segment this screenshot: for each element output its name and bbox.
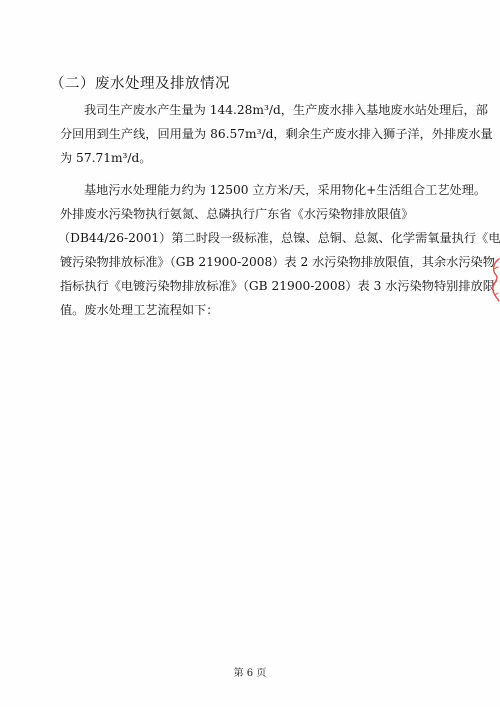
paragraph-line: 镀污染物排放标准》（GB 21900-2008）表 2 水污染物排放限值，其余水污染物: [60, 255, 495, 269]
paragraph-wastewater-volume: [60, 98, 493, 170]
paragraph-line: 基地污水处理能力约为 12500 立方米/天，采用物化+生活组合工艺处理。: [84, 183, 487, 197]
paragraph-line: 为 57.71m³/d。: [60, 151, 152, 165]
paragraph-line: 值。废水处理工艺流程如下：: [60, 303, 219, 317]
paragraph-line: （DB44/26-2001）第二时段一级标准，总镍、总铜、总氮、化学需氧量执行《电: [58, 231, 500, 245]
section-heading: （二）废水处理及排放情况: [50, 76, 230, 92]
paragraph-line: 外排废水污染物执行氨氮、总磷执行广东省《水污染物排放限值》: [60, 207, 414, 221]
paragraph-line: 我司生产废水产生量为 144.28m³/d，生产废水排入基地废水站处理后，部: [84, 103, 488, 117]
seal-stamp-icon: [490, 257, 500, 303]
page-number: 第 6 页: [233, 668, 267, 679]
paragraph-treatment-standards: [58, 178, 500, 322]
paragraph-line: 分回用到生产线，回用量为 86.57m³/d，剩余生产废水排入狮子洋，外排废水量: [60, 127, 493, 141]
paragraph-line: 指标执行《电镀污染物排放标准》（GB 21900-2008）表 3 水污染物特别排放限: [60, 279, 495, 293]
